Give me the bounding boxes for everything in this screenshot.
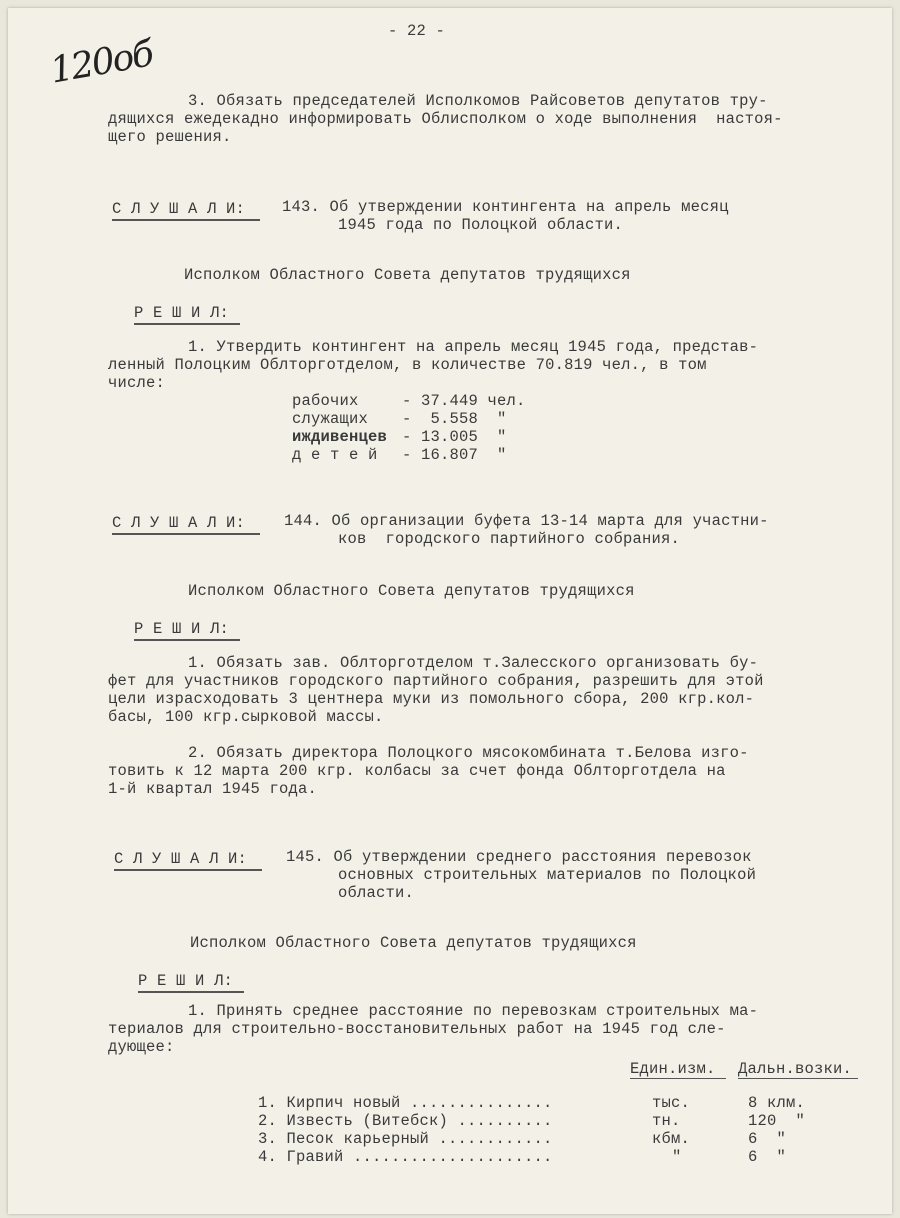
heard-label-143: С Л У Ш А Л И:	[112, 200, 246, 218]
heard-underline-145	[114, 869, 262, 871]
body2-144-line-2: товить к 12 марта 200 кгр. колбасы за счет фонда Облторготдела на	[108, 762, 726, 780]
item3-line-2: дящихся ежедекадно информировать Облисполком о ходе выполнения настоя-	[108, 110, 783, 128]
table-row-1-unit: тыс.	[652, 1094, 691, 1112]
decided-underline-144	[134, 639, 240, 641]
executive-143: Исполком Областного Совета депутатов трудящихся	[184, 266, 631, 284]
table-row-2-item: 2. Известь (Витебск) ..........	[258, 1112, 553, 1130]
executive-145: Исполком Областного Совета депутатов трудящихся	[190, 934, 637, 952]
heard-text-144-line-2: ков городского партийного собрания.	[338, 530, 681, 548]
heard-label-144: С Л У Ш А Л И:	[112, 514, 246, 532]
executive-144: Исполком Областного Совета депутатов трудящихся	[188, 582, 635, 600]
table-header-unit: Един.изм.	[630, 1060, 716, 1078]
table-row-1-distance: 8 клм.	[748, 1094, 806, 1112]
decided-label-143: Р Е Ш И Л:	[134, 304, 230, 322]
page-number: - 22 -	[388, 22, 446, 40]
decided-underline-143	[134, 323, 240, 325]
contingent-value-1: - 37.449 чел.	[402, 392, 526, 410]
contingent-name-1: рабочих	[292, 392, 359, 410]
body-143-line-2: ленный Полоцким Облторготделом, в количестве 70.819 чел., в том	[108, 356, 707, 374]
body-145-line-3: дующее:	[108, 1038, 175, 1056]
table-row-3-item: 3. Песок карьерный ............	[258, 1130, 553, 1148]
body-145-line-1: 1. Принять среднее расстояние по перевозкам строительных ма-	[188, 1002, 759, 1020]
table-row-1-item: 1. Кирпич новый ...............	[258, 1094, 553, 1112]
heard-text-145-line-3: области.	[338, 884, 415, 902]
body1-144-line-1: 1. Обязать зав. Облторготделом т.Залесского организовать бу-	[188, 654, 759, 672]
heard-label-145: С Л У Ш А Л И:	[114, 850, 248, 868]
body1-144-line-2: фет для участников городского партийного собрания, разрешить для этой	[108, 672, 764, 690]
document-page	[8, 8, 892, 1214]
body-143-line-1: 1. Утвердить контингент на апрель месяц 1945 года, представ-	[188, 338, 759, 356]
contingent-name-3: иждивенцев	[292, 428, 388, 446]
decided-label-144: Р Е Ш И Л:	[134, 620, 230, 638]
body-143-line-3: числе:	[108, 374, 166, 392]
heard-text-144-line-1: 144. Об организации буфета 13-14 марта для участни-	[284, 512, 769, 530]
table-row-2-distance: 120 "	[748, 1112, 806, 1130]
table-row-3-distance: 6 "	[748, 1130, 787, 1148]
body1-144-line-3: цели израсходовать 3 центнера муки из помольного сбора, 200 кгр.кол-	[108, 690, 755, 708]
body2-144-line-1: 2. Обязать директора Полоцкого мясокомбината т.Белова изго-	[188, 744, 749, 762]
table-header-distance: Дальн.возки.	[738, 1060, 853, 1078]
heard-text-143-line-1: 143. Об утверждении контингента на апрель месяц	[282, 198, 729, 216]
item3-line-3: щего решения.	[108, 128, 232, 146]
body2-144-line-3: 1-й квартал 1945 года.	[108, 780, 318, 798]
contingent-value-4: - 16.807 "	[402, 446, 507, 464]
heard-text-145-line-1: 145. Об утверждении среднего расстояния перевозок	[286, 848, 752, 866]
body-145-line-2: териалов для строительно-восстановительных работ на 1945 год сле-	[108, 1020, 726, 1038]
body1-144-line-4: басы, 100 кгр.сырковой массы.	[108, 708, 384, 726]
decided-underline-145	[138, 991, 244, 993]
contingent-value-2: - 5.558 "	[402, 410, 507, 428]
heard-text-145-line-2: основных строительных материалов по Полоцкой	[338, 866, 757, 884]
table-row-3-unit: кбм.	[652, 1130, 691, 1148]
heard-text-143-line-2: 1945 года по Полоцкой области.	[338, 216, 624, 234]
table-row-4-unit: "	[672, 1148, 682, 1166]
table-header-distance-underline	[738, 1078, 858, 1079]
table-row-4-item: 4. Гравий .....................	[258, 1148, 553, 1166]
decided-label-145: Р Е Ш И Л:	[138, 972, 234, 990]
handwritten-archive-mark: 120об	[47, 33, 156, 92]
heard-underline-144	[112, 533, 260, 535]
heard-underline-143	[112, 219, 260, 221]
contingent-name-4: д е т е й	[292, 446, 378, 464]
contingent-name-2: служащих	[292, 410, 369, 428]
table-row-4-distance: 6 "	[748, 1148, 787, 1166]
contingent-value-3: - 13.005 "	[402, 428, 507, 446]
table-header-unit-underline	[630, 1078, 726, 1079]
item3-line-1: 3. Обязать председателей Исполкомов Райсоветов депутатов тру-	[188, 92, 768, 110]
table-row-2-unit: тн.	[652, 1112, 681, 1130]
